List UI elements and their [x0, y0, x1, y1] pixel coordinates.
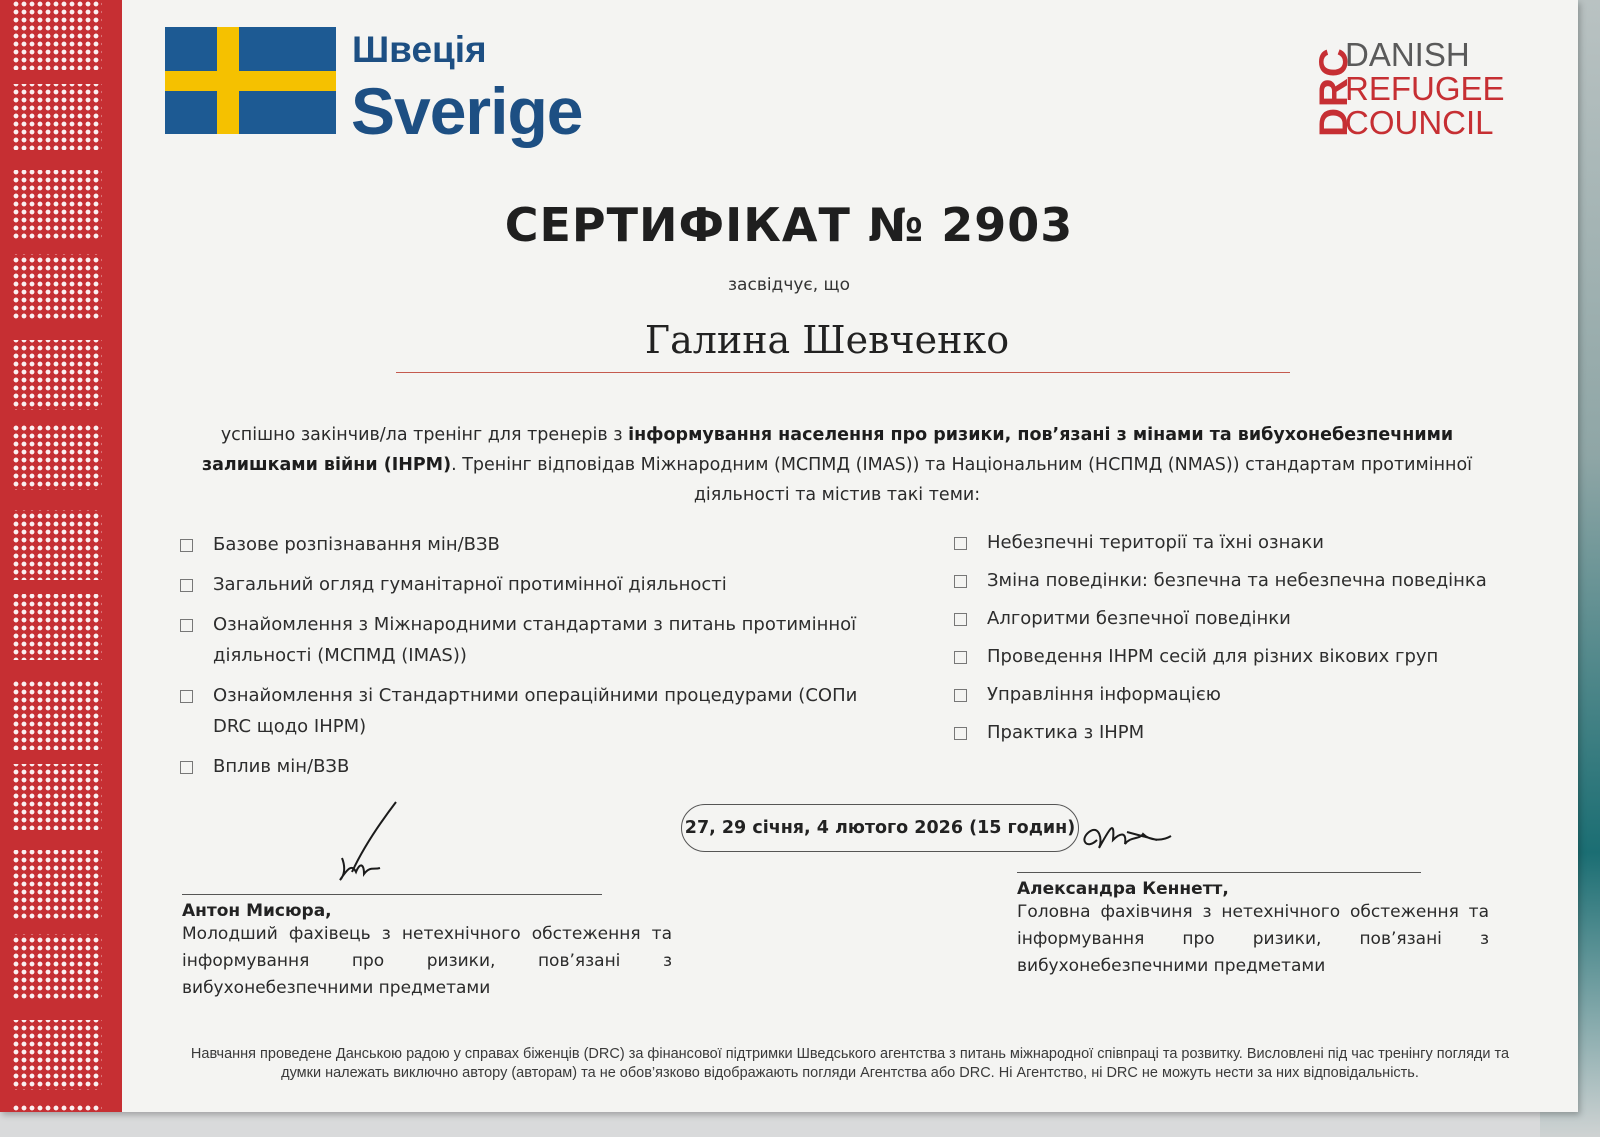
- topic-item: [950, 565, 1560, 596]
- topic-label: Загальний огляд гуманітарної протимінної діяльності: [213, 574, 727, 595]
- handwritten-signature-left: [330, 798, 420, 888]
- topic-item: [176, 529, 896, 560]
- signature-line: [1017, 872, 1421, 873]
- intro-text: успішно закінчив/ла тренінг для тренерів з: [220, 425, 629, 445]
- signatory-name: Александра Кеннетт,: [1017, 879, 1229, 899]
- signatory-role: Молодший фахівець з нетехнічного обстеження та інформування про ризики, пов’язані з вибухонебезпечними предметами: [182, 924, 672, 998]
- funding-disclaimer: Навчання проведене Данською радою у справах біженців (DRC) за фінансової підтримки Шведського агентства з питань міжнародної співпраці та розвитку. Висловлені під час тренінгу погляди та думки належать виключно автору (авторам) та не обов’язково відображають погляди Агентства або DRC. Ні Агентство, ні DRC не можуть нести за них відповідальність.: [190, 1046, 1510, 1081]
- topic-item: [176, 751, 896, 782]
- certificate-title: СЕРТИФІКАТ № 2903: [504, 198, 1074, 252]
- drc-word: COUNCIL: [1345, 104, 1494, 141]
- topic-item: [950, 641, 1560, 672]
- checkbox-icon: [180, 539, 193, 552]
- checkbox-icon: [954, 689, 967, 702]
- topic-label: Практика з ІНРМ: [987, 722, 1145, 743]
- topics-list-right: [950, 527, 1560, 755]
- checkbox-icon: [180, 690, 193, 703]
- certificate-subtitle: засвідчує, що: [728, 275, 850, 295]
- drc-word: REFUGEE: [1345, 70, 1505, 107]
- topic-item: [176, 680, 896, 742]
- topic-label: Вплив мін/ВЗВ: [213, 756, 350, 777]
- topics-list-left: [176, 529, 896, 791]
- topic-label: Проведення ІНРМ сесій для різних вікових груп: [987, 646, 1439, 667]
- drc-mark: DRC: [1312, 47, 1356, 137]
- topic-label: Ознайомлення зі Стандартними операційними процедурами (СОПи DRC щодо ІНРМ): [213, 685, 858, 737]
- signatory-right: [1017, 830, 1489, 980]
- topic-label: Ознайомлення з Міжнародними стандартами з питань протимінної діяльності (МСПМД (IMAS)): [213, 614, 857, 666]
- signatory-name: Антон Мисюра,: [182, 901, 332, 921]
- sweden-logo: [165, 27, 595, 157]
- drc-wordmark: [1345, 38, 1505, 140]
- intro-text: . Тренінг відповідав Міжнародним (МСПМД (IMAS)) та Національним (НСПМД (NMAS)) стандартам протимінної діяльності та містив такі теми:: [451, 455, 1473, 505]
- recipient-name: Галина Шевченко: [644, 318, 1010, 362]
- swedish-flag-icon: [165, 27, 336, 134]
- topic-item: [950, 717, 1560, 748]
- intro-bold-text: інформування населення про ризики, пов’язані з мінами та вибухонебезпечними залишками війни (ІНРМ): [201, 425, 1454, 475]
- signatory-left: [182, 800, 672, 1002]
- certificate-intro: [198, 420, 1476, 510]
- topic-label: Алгоритми безпечної поведінки: [987, 608, 1291, 629]
- topic-label: Небезпечні території та їхні ознаки: [987, 532, 1324, 553]
- checkbox-icon: [954, 651, 967, 664]
- topic-item: [950, 527, 1560, 558]
- topic-item: [176, 609, 896, 671]
- sweden-logo-text-ua: Швеція: [352, 29, 487, 70]
- recipient-underline: [396, 372, 1290, 373]
- drc-logo: [1300, 36, 1505, 148]
- topic-label: Управління інформацією: [987, 684, 1221, 705]
- drc-word: DANISH: [1345, 36, 1470, 73]
- dot-pattern: [12, 0, 102, 1112]
- topic-item: [950, 603, 1560, 634]
- training-dates: 27, 29 січня, 4 лютого 2026 (15 годин): [681, 804, 1079, 852]
- handwritten-signature-right: [1077, 810, 1187, 860]
- topic-label: Базове розпізнавання мін/ВЗВ: [213, 534, 500, 555]
- checkbox-icon: [954, 537, 967, 550]
- checkbox-icon: [180, 619, 193, 632]
- topic-item: [176, 569, 896, 600]
- topic-label: Зміна поведінки: безпечна та небезпечна поведінка: [987, 570, 1487, 591]
- signatory-role: Головна фахівчиня з нетехнічного обстеження та інформування про ризики, пов’язані з вибухонебезпечними предметами: [1017, 902, 1489, 976]
- decorative-red-strip: [0, 0, 122, 1112]
- signature-line: [182, 894, 602, 895]
- sweden-logo-text-se: Sverige: [351, 74, 583, 148]
- checkbox-icon: [954, 575, 967, 588]
- checkbox-icon: [954, 727, 967, 740]
- topic-item: [950, 679, 1560, 710]
- checkbox-icon: [180, 579, 193, 592]
- checkbox-icon: [954, 613, 967, 626]
- checkbox-icon: [180, 761, 193, 774]
